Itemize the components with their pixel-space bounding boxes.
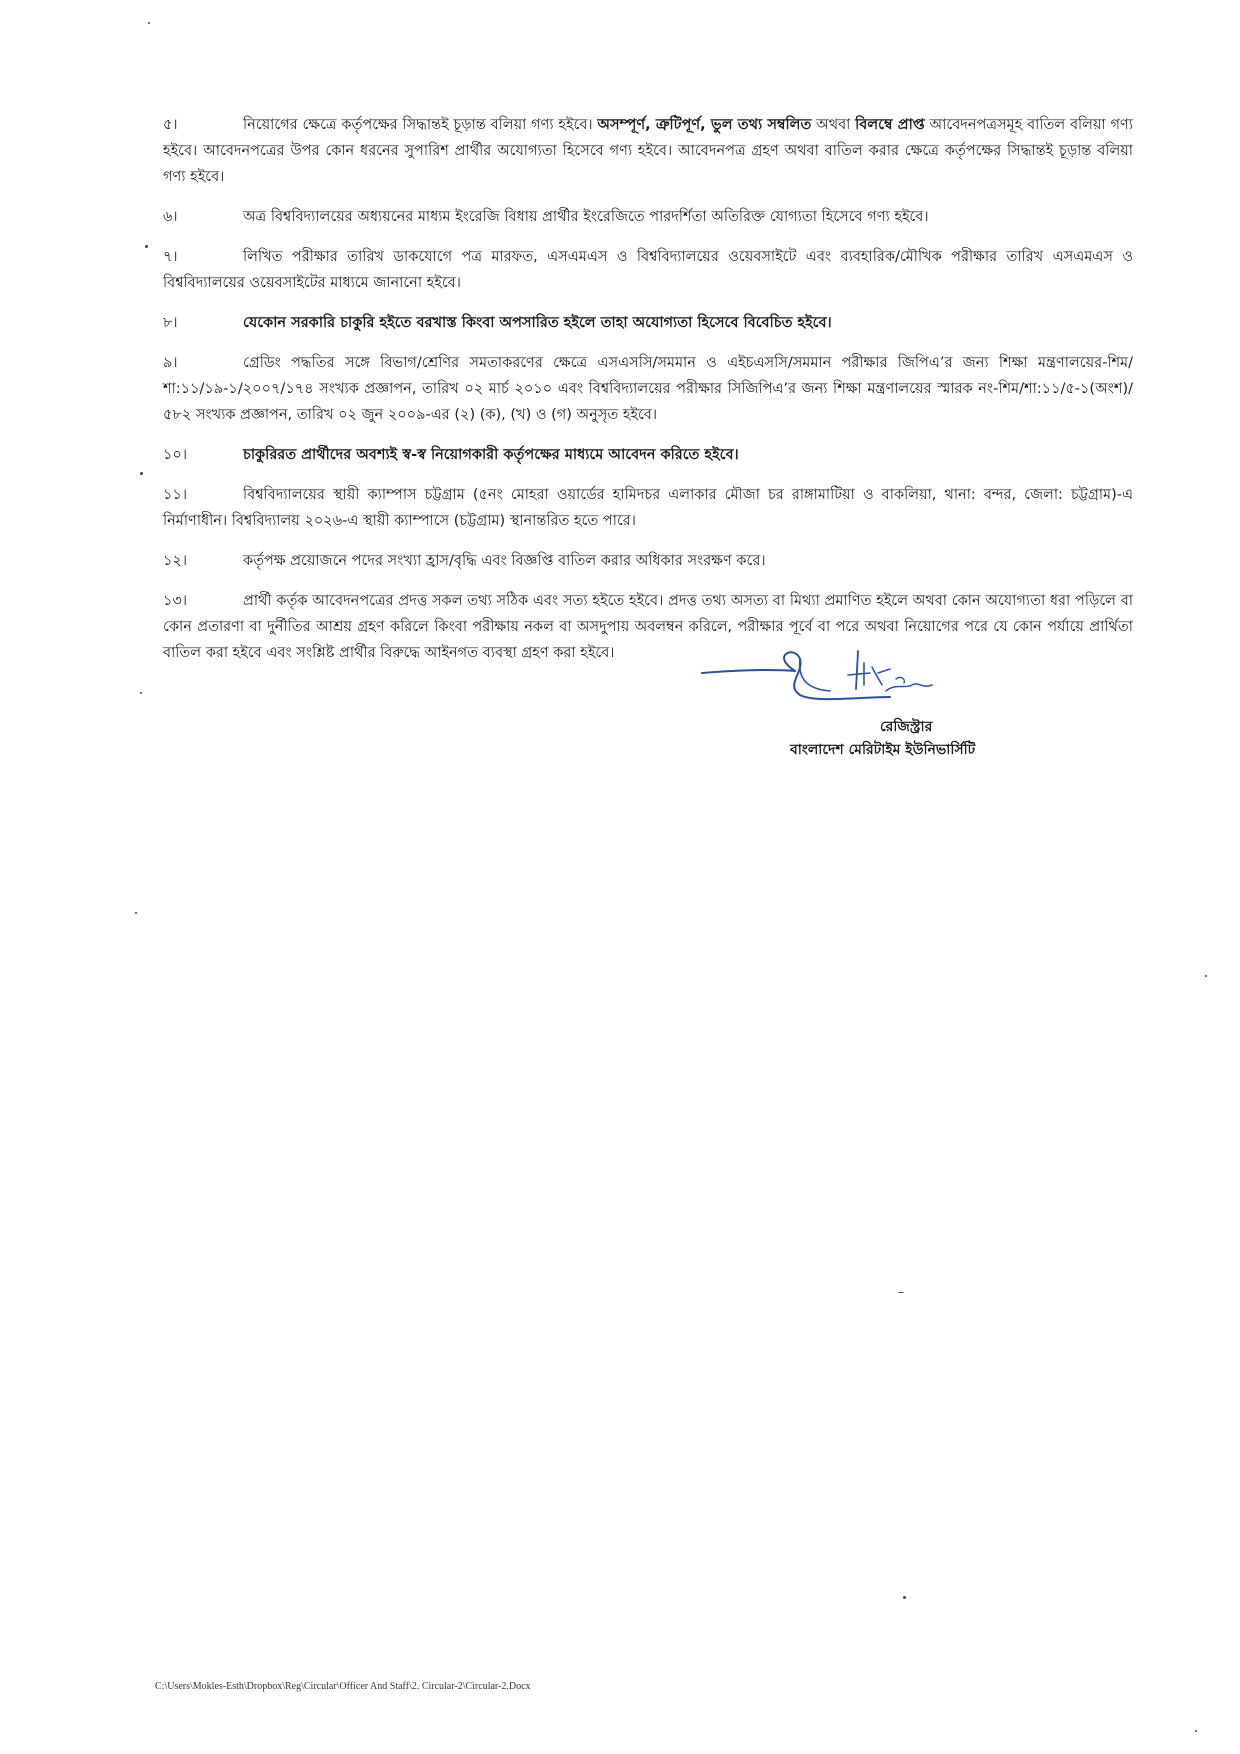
- clause-text-segment: অথবা: [811, 117, 856, 133]
- clause-text-segment-bold: যেকোন সরকারি চাকুরি হইতে বরখাস্ত কিংবা অপসারিত হইলে তাহা অযোগ্যতা হিসেবে বিবেচিত হইবে।: [243, 315, 832, 331]
- clause-text-segment: গ্রেডিং পদ্ধতির সঙ্গে বিভাগ/শ্রেণির সমতাকরণের ক্ষেত্রে এসএসসি/সমমান ও এইচএসসি/সমমান পরীক্ষার জিপিএ’র জন্য শিক্ষা মন্ত্রণালয়ের-শিম/শা:১১/১৯-১/২০০৭/১৭৪ সংখ্যক প্রজ্ঞাপন, তারিখ ০২ মার্চ ২০১০ এবং বিশ্ববিদ্যালয়ের পরীক্ষার সিজিপিএ’র জন্য শিক্ষা মন্ত্রণালয়ের স্মারক নং-শিম/শা:১১/৫-১(অংশ)/৫৮২ সংখ্যক প্রজ্ঞাপন, তারিখ ০২ জুন ২০০৯-এর (২) (ক), (খ) ও (গ) অনুসৃত হইবে।: [163, 355, 1133, 423]
- clause-text: [163, 310, 1133, 336]
- clause-11: [163, 482, 1133, 534]
- clause-number: ৬।: [163, 209, 178, 225]
- clause-8: [163, 310, 1133, 336]
- signature-block: [700, 645, 1030, 765]
- clause-number: ১০।: [163, 447, 188, 463]
- clause-5: [163, 112, 1133, 190]
- clause-12: [163, 548, 1133, 574]
- footer-file-path: C:\Users\Mokles-Esth\Dropbox\Reg\Circular\Officer And Staff\2. Circular-2\Circular-2.Docx: [155, 1681, 531, 1692]
- clause-text-segment: প্রার্থী কর্তৃক আবেদনপত্রের প্রদত্ত সকল তথ্য সঠিক এবং সত্য হইতে হইবে। প্রদত্ত তথ্য অসত্য বা মিথ্যা প্রমাণিত হইলে অথবা কোন অযোগ্যতা ধরা পড়িলে বা কোন প্রতারণা বা দুর্নীতির আশ্রয় গ্রহণ করিলে কিংবা পরীক্ষায় নকল বা অসদুপায় অবলম্বন করিলে, পরীক্ষার পূর্বে বা পরে অথবা নিয়োগের পরে যে কোন পর্যায়ে প্রার্থিতা বাতিল করা হইবে এবং সংশ্লিষ্ট প্রার্থীর বিরুদ্ধে আইনগত ব্যবস্থা গ্রহণ করা হইবে।: [163, 593, 1133, 661]
- clause-text: [163, 244, 1133, 296]
- clause-number: ১১।: [163, 487, 188, 503]
- clause-text: [163, 442, 1133, 468]
- clause-number: ৯।: [163, 355, 178, 371]
- scan-speck: [898, 1292, 904, 1293]
- scan-speck: [903, 1596, 906, 1599]
- scan-speck: [145, 245, 148, 248]
- clause-number: ৮।: [163, 315, 178, 331]
- clause-text: [163, 482, 1133, 534]
- signatory-title: রেজিস্ট্রার: [880, 719, 933, 735]
- scan-speck: [1195, 1730, 1197, 1732]
- scan-speck: [1205, 975, 1207, 977]
- clause-text-segment-bold: বিলম্বে প্রাপ্ত: [855, 117, 925, 133]
- handwritten-signature: [700, 645, 1000, 725]
- clause-text-segment: নিয়োগের ক্ষেত্রে কর্তৃপক্ষের সিদ্ধান্তই চূড়ান্ত বলিয়া গণ্য হইবে।: [243, 117, 598, 133]
- scan-speck: [140, 692, 142, 694]
- clause-10: [163, 442, 1133, 468]
- clause-text: [163, 112, 1133, 190]
- clause-text-segment: লিখিত পরীক্ষার তারিখ ডাকযোগে পত্র মারফত, এসএমএস ও বিশ্ববিদ্যালয়ের ওয়েবসাইটে এবং ব্যবহারিক/মৌখিক পরীক্ষার তারিখ এসএমএস ও বিশ্ববিদ্যালয়ের ওয়েবসাইটের মাধ্যমে জানানো হইবে।: [163, 249, 1133, 291]
- clause-text: [163, 548, 1133, 574]
- clause-text-segment-bold: চাকুরিরত প্রার্থীদের অবশ্যই স্ব-স্ব নিয়োগকারী কর্তৃপক্ষের মাধ্যমে আবেদন করিতে হইবে।: [243, 447, 739, 463]
- scan-speck: [135, 912, 137, 914]
- clause-text: [163, 350, 1133, 428]
- clause-number: ৭।: [163, 249, 178, 265]
- scan-speck: [148, 22, 150, 24]
- clause-text: [163, 204, 1133, 230]
- scan-speck: [140, 472, 143, 475]
- clause-list: [163, 112, 1133, 680]
- clause-text-segment: আবেদনপত্রসমূহ বাতিল বলিয়া গণ্য হইবে। আবেদনপত্রের উপর কোন ধরনের সুপারিশ প্রার্থীর অযোগ্যতা হিসেবে গণ্য হইবে। আবেদনপত্র গ্রহণ অথবা বাতিল করার ক্ষেত্রে কর্তৃপক্ষের সিদ্ধান্তই চূড়ান্ত বলিয়া গণ্য হইবে।: [163, 117, 1133, 185]
- clause-text-segment-bold: অসম্পূর্ণ, ত্রুটিপূর্ণ, ভুল তথ্য সম্বলিত: [597, 117, 812, 133]
- clause-text-segment: কর্তৃপক্ষ প্রয়োজনে পদের সংখ্যা হ্রাস/বৃদ্ধি এবং বিজ্ঞপ্তি বাতিল করার অধিকার সংরক্ষণ করে।: [243, 553, 766, 569]
- clause-6: [163, 204, 1133, 230]
- clause-9: [163, 350, 1133, 428]
- clause-number: ১৩।: [163, 593, 188, 609]
- clause-text-segment: অত্র বিশ্ববিদ্যালয়ের অধ্যয়নের মাধ্যম ইংরেজি বিধায় প্রার্থীর ইংরেজিতে পারদর্শিতা অতিরিক্ত যোগ্যতা হিসেবে গণ্য হইবে।: [243, 209, 929, 225]
- clause-number: ১২।: [163, 553, 188, 569]
- clause-number: ৫।: [163, 117, 178, 133]
- clause-text-segment: বিশ্ববিদ্যালয়ের স্থায়ী ক্যাম্পাস চট্টগ্রাম (৫নং মোহরা ওয়ার্ডের হামিদচর এলাকার মৌজা চর রাঙ্গামাটিয়া ও বাকলিয়া, থানা: বন্দর, জেলা: চট্টগ্রাম)-এ নির্মাণাধীন। বিশ্ববিদ্যালয় ২০২৬-এ স্থায়ী ক্যাম্পাসে (চট্টগ্রাম) স্থানান্তরিত হতে পারে।: [163, 487, 1133, 529]
- clause-7: [163, 244, 1133, 296]
- signatory-organization: বাংলাদেশ মেরিটাইম ইউনিভার্সিটি: [790, 742, 976, 758]
